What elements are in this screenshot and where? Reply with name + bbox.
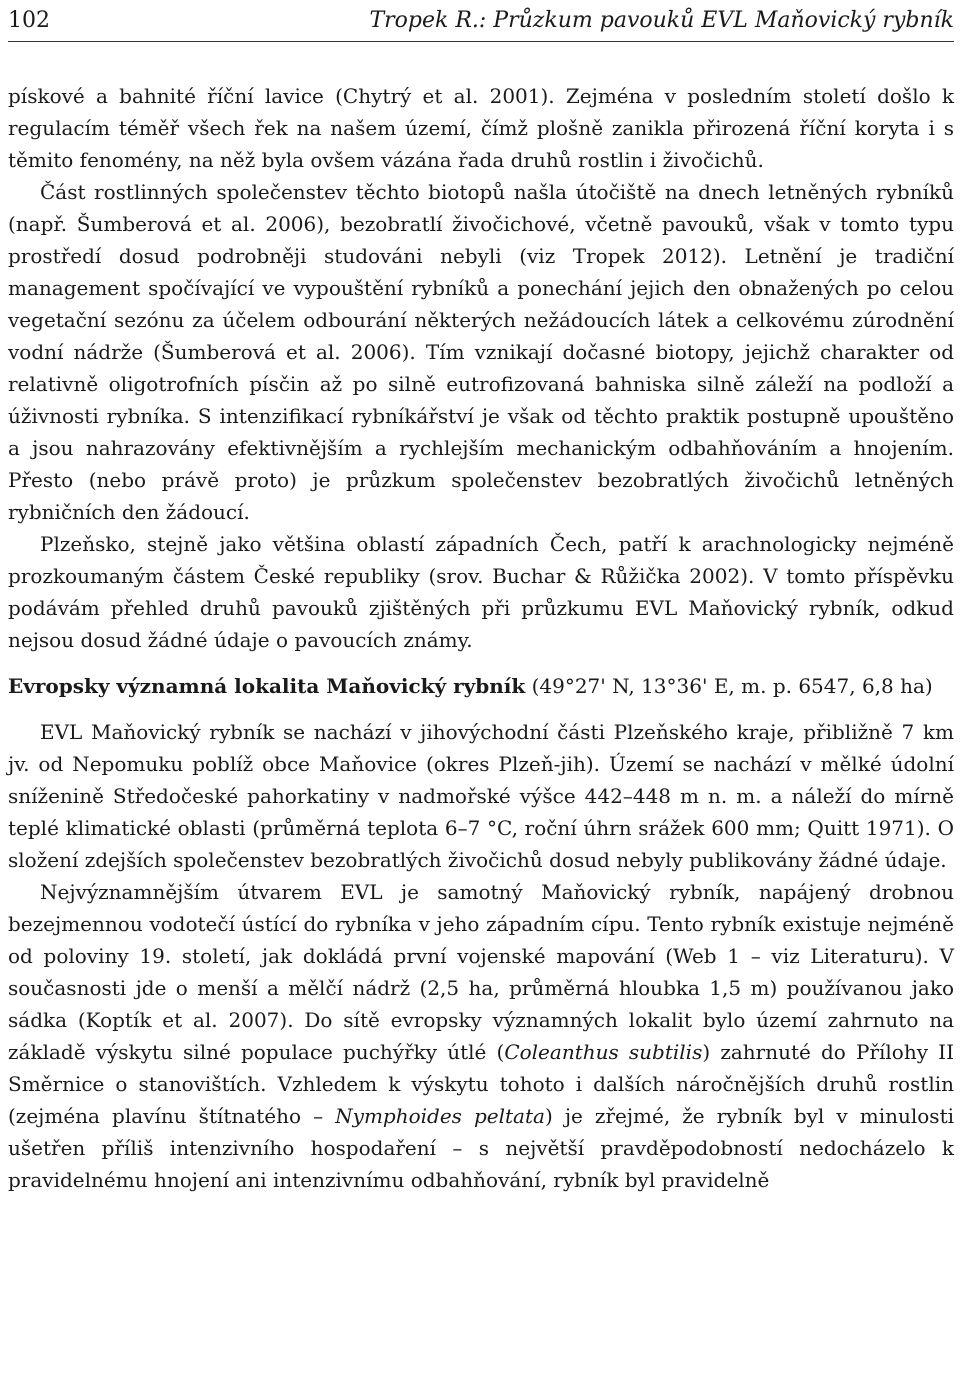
paragraph-5-text-b: ) zahrnuté do Přílohy II Směrnice o stanovištích. Vzhledem k výskytu tohoto i dalších náročnějších druhů rostlin (zejména plavínu štítnatého – [8,1040,954,1128]
article-body [8,80,954,1196]
section-heading [8,670,954,702]
paragraph-5-text-a: Nejvýznamnějším útvarem EVL je samotný Maňovický rybník, napájený drobnou bezejmennou vodotečí ústící do rybníka v jeho západním cípu. Tento rybník existuje nejméně od poloviny 19. století, jak dokládá první vojenské mapování (Web 1 – viz Literaturu). V současnosti jde o menší a mělčí nádrž (2,5 ha, průměrná hloubka 1,5 m) používanou jako sádka (Koptík et al. 2007). Do sítě evropsky významných lokalit bylo území zahrnuto na základě výskytu silné populace puchýřky útlé ( [8,880,954,1064]
paragraph-5-text-c: ) je zřejmé, že rybník byl v minulosti ušetřen příliš intenzivního hospodaření – s největší pravděpodobností nedocházelo k pravidelnému hnojení ani intenzivnímu odbahňování, rybník byl pravidelně [8,1104,954,1192]
running-header [8,6,954,36]
paragraph-3: Plzeňsko, stejně jako většina oblastí západních Čech, patří k arachnologicky nejméně prozkoumaným částem České republiky (srov. Buchar & Růžička 2002). V tomto příspěvku podávám přehled druhů pavouků zjištěných při průzkumu EVL Maňovický rybník, odkud nejsou dosud žádné údaje o pavoucích známy. [8,532,954,652]
section-heading-coordinates: (49°27' N, 13°36' E, m. p. 6547, 6,8 ha) [525,674,933,698]
paragraph-5 [8,876,954,1196]
species-name-coleanthus: Coleanthus subtilis [504,1040,703,1064]
header-rule [8,41,954,42]
paragraph-1: pískové a bahnité říční lavice (Chytrý et al. 2001). Zejména v posledním století došlo k regulacím téměř všech řek na našem území, čímž plošně zanikla přirozená říční koryta i s těmito fenomény, na něž byla ovšem vázána řada druhů rostlin i živočichů. [8,84,954,172]
section-heading-title: Evropsky významná lokalita Maňovický rybník [8,674,526,698]
paragraph-4: EVL Maňovický rybník se nachází v jihovýchodní části Plzeňského kraje, přibližně 7 km jv. od Nepomuku poblíž obce Maňovice (okres Plzeň-jih). Území se nachází v mělké údolní sníženině Středočeské pahorkatiny v nadmořské výšce 442–448 m n. m. a náleží do mírně teplé klimatické oblasti (průměrná teplota 6–7 °C, roční úhrn srážek 600 mm; Quitt 1971). O složení zdejších společenstev bezobratlých živočichů dosud nebyly publikovány žádné údaje. [8,720,954,872]
page-number: 102 [8,8,50,33]
species-name-nymphoides: Nymphoides peltata [335,1104,545,1128]
paragraph-2: Část rostlinných společenstev těchto biotopů našla útočiště na dnech letněných rybníků (např. Šumberová et al. 2006), bezobratlí živočichové, včetně pavouků, však v tomto typu prostředí dosud podrobněji studováni nebyli (viz Tropek 2012). Letnění je tradiční management spočívající ve vypouštění rybníků a ponechání jejich den obnažených po celou vegetační sezónu za účelem odbourání některých nežádoucích látek a celkovému zúrodnění vodní nádrže (Šumberová et al. 2006). Tím vznikají dočasné biotopy, jejichž charakter od relativně oligotrofních písčin až po silně eutrofizovaná bahniska silně záleží na podloží a úživnosti rybníka. S intenzifikací rybníkářství je však od těchto praktik postupně upouštěno a jsou nahrazovány efektivnějším a rychlejším mechanickým odbahňováním a hnojením. Přesto (nebo právě proto) je průzkum společenstev bezobratlých živočichů letněných rybničních den žádoucí. [8,180,954,524]
running-title: Tropek R.: Průzkum pavouků EVL Maňovický rybník [369,8,954,33]
